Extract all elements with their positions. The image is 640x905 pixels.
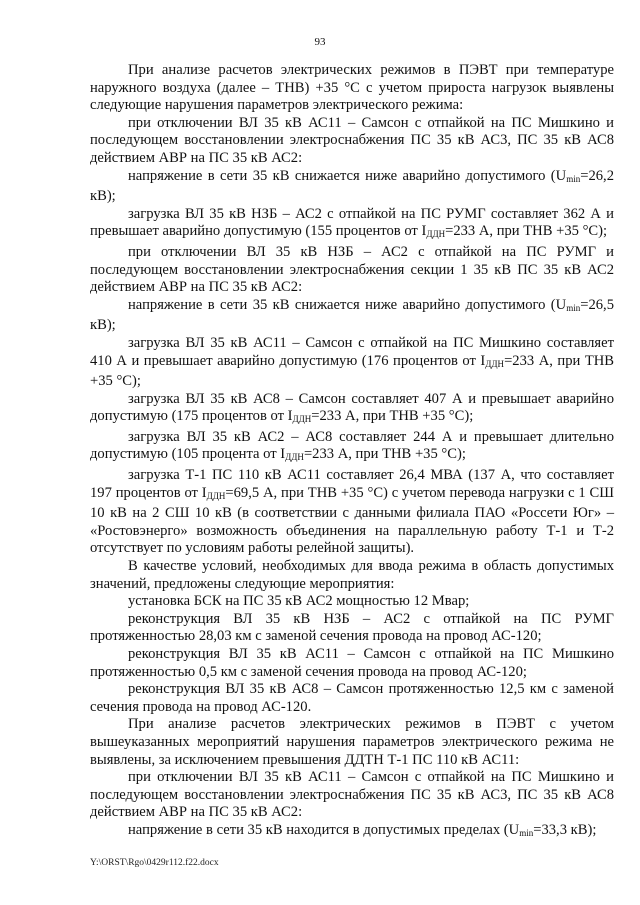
paragraph-text: напряжение в сети 35 кВ снижается ниже аварийно допустимого (U <box>128 296 567 313</box>
paragraph-text: =233 А, при ТНВ +35 °С); <box>303 446 466 463</box>
paragraph-text: =33,3 кВ); <box>533 821 597 838</box>
paragraph-text: =233 А, при ТНВ +35 °С); <box>90 352 615 390</box>
paragraph-text: =69,5 А, при ТНВ +35 °С) с учетом перевода нагрузки с 1 СШ 10 кВ на 2 СШ 10 кВ (в соответствии с данными филиала ПАО «Россети Юг» – «Ростовэнерго» возможность объединения на параллельную работу Т-1 и Т-2 отсутствует по условиям работы релейной защиты). <box>90 484 614 557</box>
paragraph-text: при отключении ВЛ 35 кВ НЗБ – АС2 с отпайкой на ПС РУМГ и последующем восстановлении электроснабжения секции 1 35 кВ ПС 35 кВ АС2 действием АВР на ПС 35 кВ АС2: <box>90 243 614 296</box>
paragraph <box>90 297 614 335</box>
footer-file-path: Y:\ORST\Rgo\0429r112.f22.docx <box>90 858 219 868</box>
paragraph-text: загрузка ВЛ 35 кВ АС11 – Самсон с отпайкой на ПС Мишкино составляет 410 А и превышает аварийно допустимую (176 процентов от I <box>90 334 614 369</box>
paragraph-text: при отключении ВЛ 35 кВ АС11 – Самсон с отпайкой на ПС Мишкино и последующем восстановлении электроснабжения ПС 35 кВ АС3, ПС 35 кВ АС8 действием АВР на ПС 35 кВ АС2: <box>90 769 614 821</box>
paragraph-text: =233 А, при ТНВ +35 °С); <box>311 408 474 425</box>
paragraph-text: загрузка ВЛ 35 кВ АС8 – Самсон составляет 407 А и превышает аварийно допустимую (175 процентов от I <box>90 390 614 425</box>
paragraph-text: =233 А, при ТНВ +35 °С); <box>445 223 608 240</box>
paragraph-text: загрузка ВЛ 35 кВ НЗБ – АС2 с отпайкой на ПС РУМГ составляет 362 А и превышает аварийно допустимую (155 процентов от I <box>90 205 614 240</box>
paragraph <box>90 206 614 244</box>
paragraph <box>90 822 614 843</box>
subscript-text: min <box>519 827 534 838</box>
paragraph-text: реконструкция ВЛ 35 кВ АС11 – Самсон с отпайкой на ПС Мишкино протяженностью 0,5 км с заменой сечения провода на провод АС-120; <box>90 646 614 680</box>
paragraph <box>90 335 614 391</box>
paragraph-text: загрузка ВЛ 35 кВ АС2 – АС8 составляет 244 А и превышает длительно допустимую (105 процента от I <box>90 428 614 463</box>
paragraph-text: загрузка Т-1 ПС 110 кВ АС11 составляет 26,4 МВА (137 А, что составляет 197 процентов от I <box>90 467 614 501</box>
subscript-text: ДДН <box>206 490 226 501</box>
paragraph-text: При анализе расчетов электрических режимов в ПЭВТ при температуре наружного воздуха (далее – ТНВ) +35 °С с учетом прироста нагрузок выявлены следующие нарушения параметров электрического режима: <box>90 62 614 114</box>
paragraph-text: =26,2 кВ); <box>90 167 614 205</box>
paragraph <box>90 646 614 681</box>
subscript-text: min <box>566 173 581 184</box>
subscript-text: ДДН <box>426 229 446 240</box>
paragraph <box>90 62 614 115</box>
paragraph-text: напряжение в сети 35 кВ находится в допустимых пределах (U <box>128 821 520 838</box>
paragraph <box>90 391 614 429</box>
paragraph-text: При анализе расчетов электрических режимов в ПЭВТ с учетом вышеуказанных мероприятий нарушения параметров электрического режима не выявлены, за исключением превышения ДДТН Т-1 ПС 110 кВ АС11: <box>90 716 614 768</box>
paragraph <box>90 716 614 769</box>
page-number: 93 <box>314 36 326 48</box>
paragraph <box>90 467 614 558</box>
paragraph <box>90 681 614 716</box>
paragraph-text: реконструкция ВЛ 35 кВ АС8 – Самсон протяженностью 12,5 км с заменой сечения провода на провод АС-120. <box>90 681 614 715</box>
paragraph <box>90 769 614 822</box>
paragraph-text: В качестве условий, необходимых для ввода режима в область допустимых значений, предложены следующие мероприятия: <box>90 558 614 592</box>
paragraph <box>90 558 614 593</box>
paragraph-text: =26,5 кВ); <box>90 296 614 334</box>
subscript-text: ДДН <box>285 452 304 463</box>
paragraph-text: установка БСК на ПС 35 кВ АС2 мощностью 12 Мвар; <box>128 593 470 610</box>
subscript-text: ДДН <box>485 358 505 369</box>
document-body <box>90 62 614 843</box>
paragraph <box>90 244 614 297</box>
paragraph <box>90 115 614 168</box>
paragraph <box>90 429 614 467</box>
paragraph <box>90 611 614 646</box>
subscript-text: ДДН <box>292 414 312 425</box>
paragraph-text: при отключении ВЛ 35 кВ АС11 – Самсон с отпайкой на ПС Мишкино и последующем восстановлении электроснабжения ПС 35 кВ АС3, ПС 35 кВ АС8 действием АВР на ПС 35 кВ АС2: <box>90 114 614 166</box>
paragraph <box>90 168 614 206</box>
paragraph-text: реконструкция ВЛ 35 кВ НЗБ – АС2 с отпайкой на ПС РУМГ протяженностью 28,03 км с заменой сечения провода на провод АС-120; <box>90 610 614 645</box>
subscript-text: min <box>566 302 581 313</box>
paragraph <box>90 593 614 611</box>
paragraph-text: напряжение в сети 35 кВ снижается ниже аварийно допустимого (U <box>128 167 567 184</box>
